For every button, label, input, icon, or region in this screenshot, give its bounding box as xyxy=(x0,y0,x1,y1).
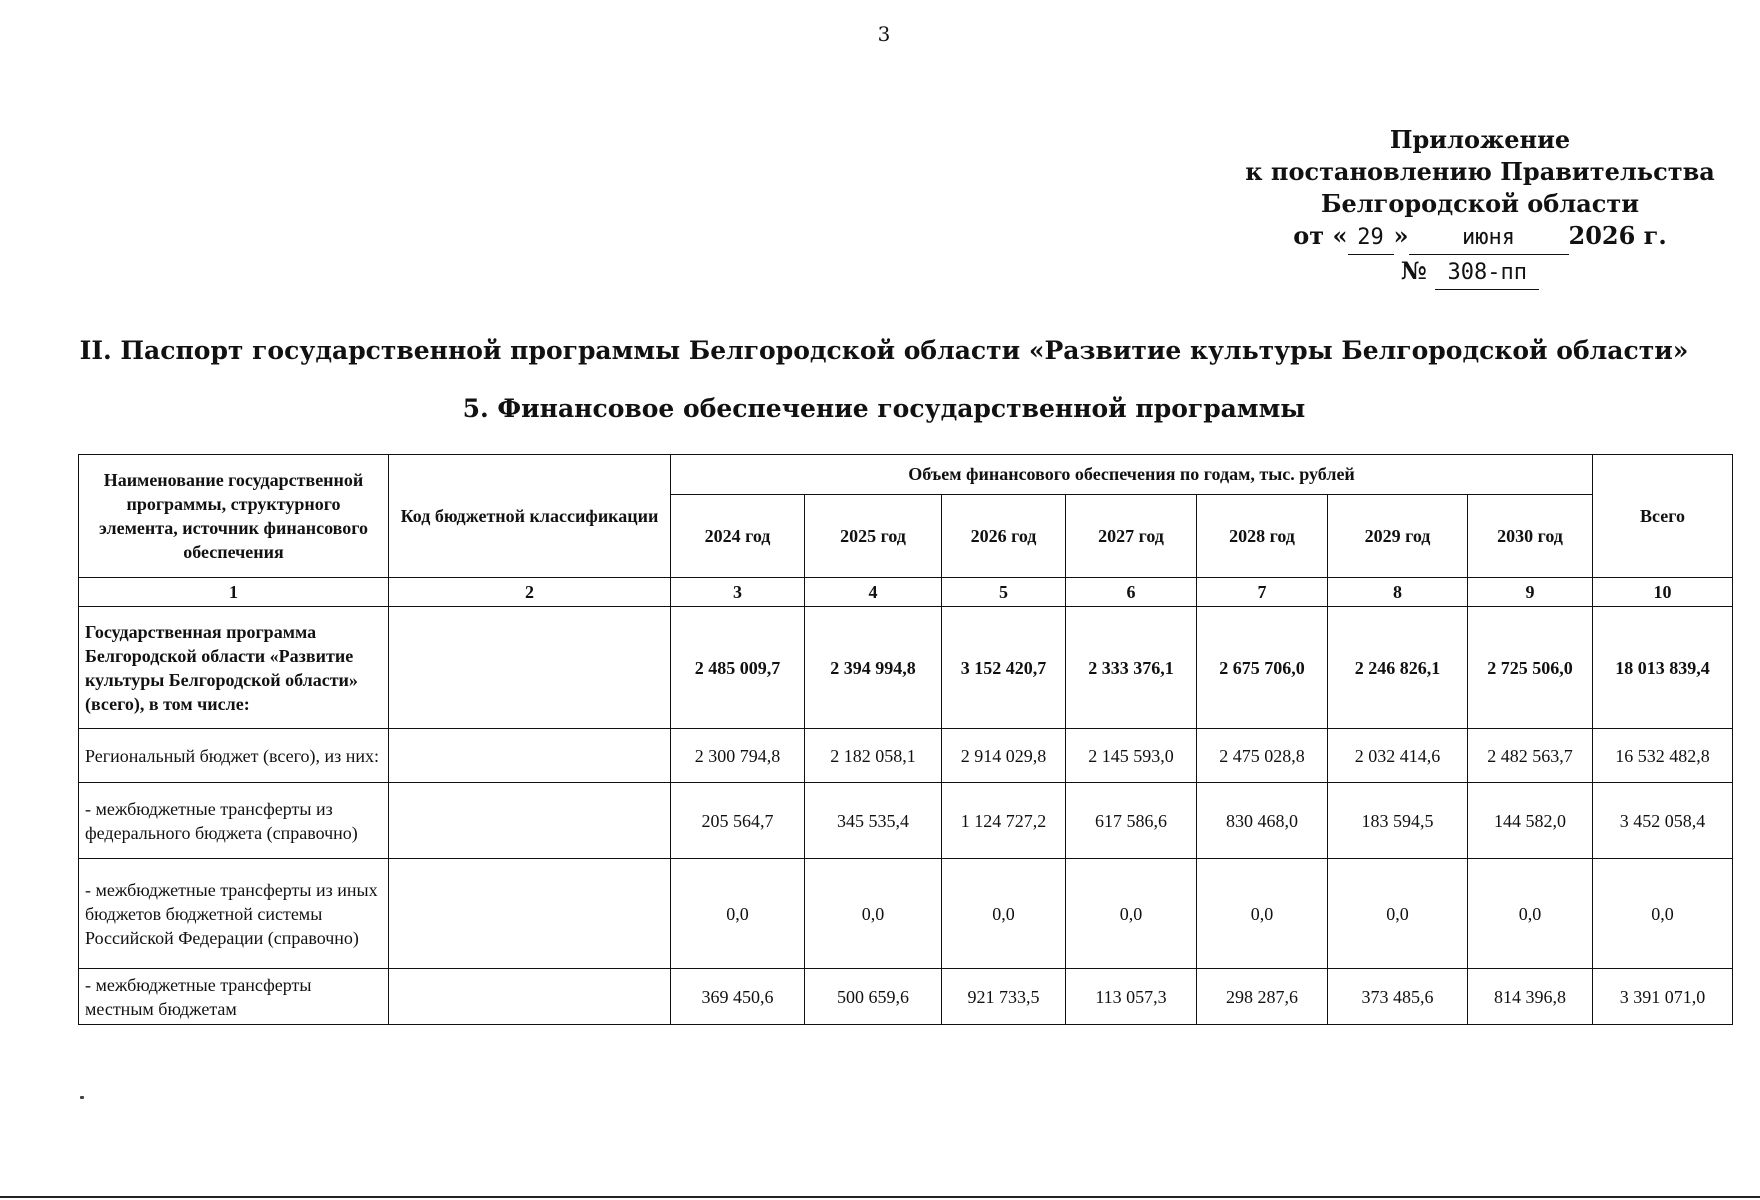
header-year: 2028 год xyxy=(1197,494,1328,577)
row-value: 814 396,8 xyxy=(1468,969,1593,1025)
row-name: - межбюджетные трансферты местным бюджетам xyxy=(79,969,389,1025)
row-value: 0,0 xyxy=(1328,859,1468,969)
row-value: 2 675 706,0 xyxy=(1197,607,1328,729)
row-name: Региональный бюджет (всего), из них: xyxy=(79,729,389,783)
row-total: 18 013 839,4 xyxy=(1593,607,1733,729)
row-value: 113 057,3 xyxy=(1066,969,1197,1025)
row-value: 144 582,0 xyxy=(1468,783,1593,859)
row-value: 2 475 028,8 xyxy=(1197,729,1328,783)
table-row xyxy=(79,969,1733,1025)
row-value: 0,0 xyxy=(805,859,942,969)
row-code xyxy=(389,859,671,969)
row-value: 0,0 xyxy=(1066,859,1197,969)
table-row xyxy=(79,607,1733,729)
row-code xyxy=(389,607,671,729)
row-name: - межбюджетные трансферты из федерального бюджета (справочно) xyxy=(79,783,389,859)
row-value: 3 152 420,7 xyxy=(942,607,1066,729)
column-number: 10 xyxy=(1593,578,1733,607)
column-number: 1 xyxy=(79,578,389,607)
appendix-number xyxy=(1240,255,1720,290)
row-value: 2 485 009,7 xyxy=(671,607,805,729)
row-value: 2 482 563,7 xyxy=(1468,729,1593,783)
row-value: 830 468,0 xyxy=(1197,783,1328,859)
row-value: 2 182 058,1 xyxy=(805,729,942,783)
header-year: 2029 год xyxy=(1328,494,1468,577)
row-value: 617 586,6 xyxy=(1066,783,1197,859)
row-value: 0,0 xyxy=(1197,859,1328,969)
row-name: - межбюджетные трансферты из иных бюджетов бюджетной системы Российской Федерации (справочно) xyxy=(79,859,389,969)
header-volume: Объем финансового обеспечения по годам, тыс. рублей xyxy=(671,455,1593,495)
column-number: 3 xyxy=(671,578,805,607)
row-value: 373 485,6 xyxy=(1328,969,1468,1025)
row-value: 2 333 376,1 xyxy=(1066,607,1197,729)
scan-speck xyxy=(80,1096,84,1099)
date-month: июня xyxy=(1409,222,1569,255)
date-mid: » xyxy=(1393,221,1409,250)
table-row xyxy=(79,729,1733,783)
header-year: 2025 год xyxy=(805,494,942,577)
row-total: 16 532 482,8 xyxy=(1593,729,1733,783)
row-value: 2 914 029,8 xyxy=(942,729,1066,783)
page-number: 3 xyxy=(877,22,891,46)
row-value: 0,0 xyxy=(671,859,805,969)
subsection-title: 5. Финансовое обеспечение государственной программы xyxy=(462,394,1306,423)
number-value: 308-пп xyxy=(1435,257,1539,290)
row-total: 3 452 058,4 xyxy=(1593,783,1733,859)
header-total: Всего xyxy=(1593,455,1733,578)
column-number: 9 xyxy=(1468,578,1593,607)
row-value: 2 300 794,8 xyxy=(671,729,805,783)
appendix-header xyxy=(1240,124,1720,290)
date-prefix: от « xyxy=(1293,221,1348,250)
row-value: 0,0 xyxy=(1468,859,1593,969)
number-prefix: № xyxy=(1400,256,1427,285)
column-number: 4 xyxy=(805,578,942,607)
scan-edge-line xyxy=(0,1196,1760,1198)
column-number: 6 xyxy=(1066,578,1197,607)
date-year: 2026 г. xyxy=(1568,221,1667,250)
row-name: Государственная программа Белгородской области «Развитие культуры Белгородской области» (всего), в том числе: xyxy=(79,607,389,729)
row-value: 921 733,5 xyxy=(942,969,1066,1025)
table-row xyxy=(79,783,1733,859)
row-value: 345 535,4 xyxy=(805,783,942,859)
column-number: 7 xyxy=(1197,578,1328,607)
appendix-title: Приложение xyxy=(1389,125,1571,154)
financing-table xyxy=(78,454,1733,1025)
row-code xyxy=(389,969,671,1025)
header-year: 2030 год xyxy=(1468,494,1593,577)
table-row xyxy=(79,859,1733,969)
row-value: 2 394 994,8 xyxy=(805,607,942,729)
column-number: 5 xyxy=(942,578,1066,607)
row-code xyxy=(389,783,671,859)
appendix-resolution: к постановлению Правительства xyxy=(1245,157,1715,186)
date-day: 29 xyxy=(1348,222,1394,255)
appendix-region: Белгородской области xyxy=(1320,189,1640,218)
column-number: 8 xyxy=(1328,578,1468,607)
column-numbers-row xyxy=(79,578,1733,607)
section-title: II. Паспорт государственной программы Белгородской области «Развитие культуры Белгородской области» xyxy=(79,336,1689,365)
header-name: Наименование государственной программы, структурного элемента, источник финансового обеспечения xyxy=(79,455,389,578)
row-value: 500 659,6 xyxy=(805,969,942,1025)
row-value: 2 725 506,0 xyxy=(1468,607,1593,729)
row-value: 0,0 xyxy=(942,859,1066,969)
header-code: Код бюджетной классификации xyxy=(389,455,671,578)
row-code xyxy=(389,729,671,783)
header-year: 2024 год xyxy=(671,494,805,577)
row-value: 2 246 826,1 xyxy=(1328,607,1468,729)
row-value: 2 032 414,6 xyxy=(1328,729,1468,783)
appendix-date xyxy=(1240,220,1720,255)
row-total: 3 391 071,0 xyxy=(1593,969,1733,1025)
row-value: 1 124 727,2 xyxy=(942,783,1066,859)
header-year: 2027 год xyxy=(1066,494,1197,577)
column-number: 2 xyxy=(389,578,671,607)
header-year: 2026 год xyxy=(942,494,1066,577)
row-value: 2 145 593,0 xyxy=(1066,729,1197,783)
row-total: 0,0 xyxy=(1593,859,1733,969)
row-value: 298 287,6 xyxy=(1197,969,1328,1025)
row-value: 205 564,7 xyxy=(671,783,805,859)
row-value: 369 450,6 xyxy=(671,969,805,1025)
row-value: 183 594,5 xyxy=(1328,783,1468,859)
